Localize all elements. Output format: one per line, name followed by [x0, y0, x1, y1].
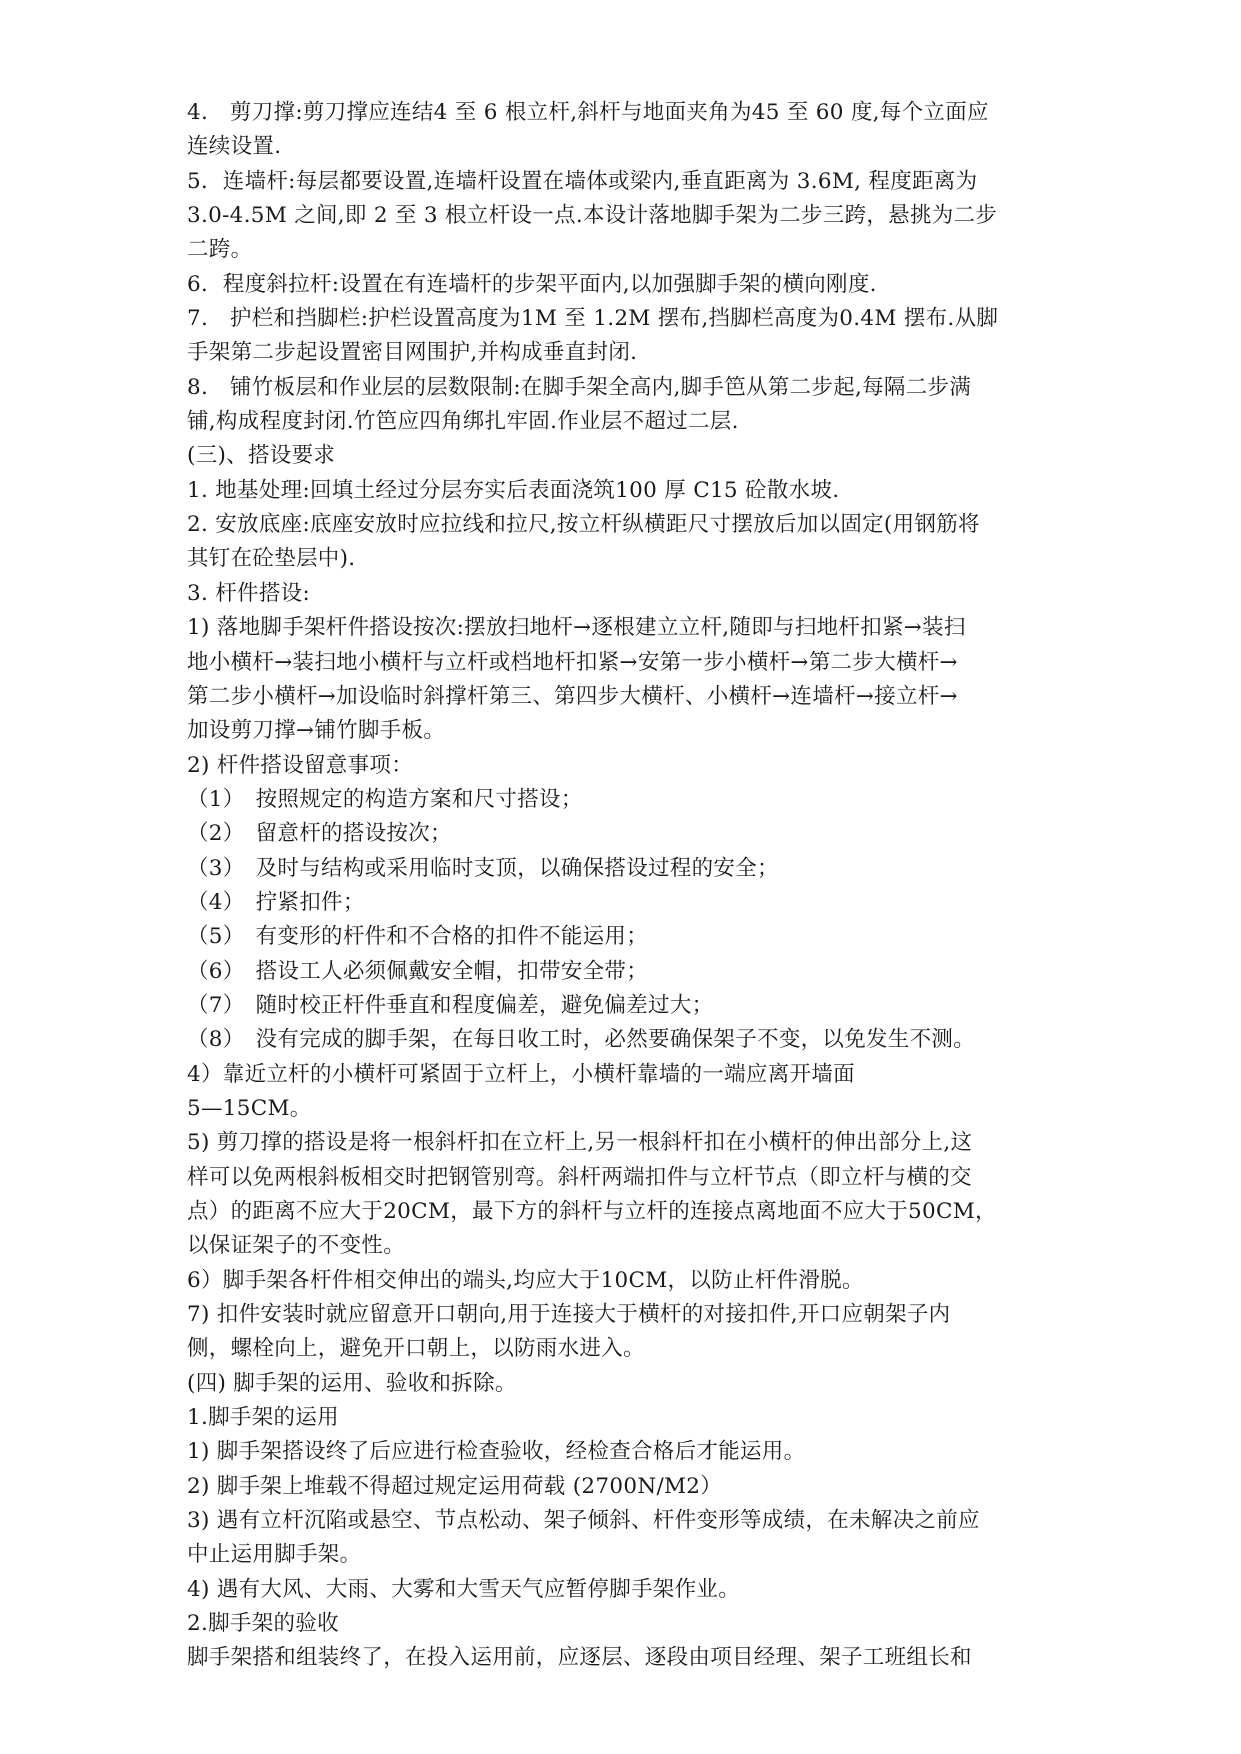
text-line: 第二步小横杆→加设临时斜撑杆第三、第四步大横杆、小横杆→连墙杆→接立杆→ [187, 683, 958, 709]
text-line: 1. 地基处理:回填土经过分层夯实后表面浇筑100 厚 C15 砼散水坡. [187, 477, 840, 503]
text-line: 7. 护栏和挡脚栏:护栏设置高度为1M 至 1.2M 摆布,挡脚栏高度为0.4M 摆布.从脚 [187, 306, 999, 332]
list-item: （6） 搭设工人必须佩戴安全帽，扣带安全带； [187, 958, 649, 984]
text-line: 2) 杆件搭设留意事项： [187, 752, 414, 778]
list-item: （8） 没有完成的脚手架，在每日收工时，必然要确保架子不变，以免发生不测。 [187, 1027, 976, 1053]
text-line: 4) 遇有大风、大雨、大雾和大雪天气应暂停脚手架作业。 [187, 1576, 741, 1602]
text-line: 3.0-4.5M 之间,即 2 至 3 根立杆设一点.本设计落地脚手架为二步三跨，悬挑为二步 [187, 203, 998, 229]
text-line: 地小横杆→装扫地小横杆与立杆或档地杆扣紧→安第一步小横杆→第二步大横杆→ [187, 649, 958, 675]
section-heading: (三)、搭设要求 [187, 443, 336, 469]
text-line: 点）的距离不应大于20CM，最下方的斜杆与立杆的连接点离地面不应大于50CM， [187, 1199, 997, 1224]
list-item: （7） 随时校正杆件垂直和程度偏差，避免偏差过大； [187, 992, 714, 1018]
text-line: 连续设置. [187, 134, 282, 160]
text-line: 3) 遇有立杆沉陷或悬空、节点松动、架子倾斜、杆件变形等成绩，在未解决之前应 [187, 1508, 980, 1534]
text-line: 8. 铺竹板层和作业层的层数限制:在脚手架全高内,脚手笆从第二步起,每隔二步满 [187, 374, 972, 400]
text-line: 7) 扣件安装时就应留意开口朝向,用于连接大于横杆的对接扣件,开口应朝架子内 [187, 1302, 951, 1328]
list-item: （1） 按照规定的构造方案和尺寸搭设； [187, 786, 583, 812]
text-line: 3. 杆件搭设: [187, 580, 310, 606]
text-line: 侧，螺栓向上，避免开口朝上，以防雨水进入。 [187, 1336, 645, 1362]
text-line: 中止运用脚手架。 [187, 1542, 362, 1568]
document-body [187, 96, 1087, 1676]
text-line: 手架第二步起设置密目网围护,并构成垂直封闭. [187, 340, 638, 366]
list-item: （5） 有变形的杆件和不合格的扣件不能运用； [187, 924, 649, 950]
text-line: 6．程度斜拉杆:设置在有连墙杆的步架平面内,以加强脚手架的横向刚度. [187, 271, 877, 297]
section-heading: (四) 脚手架的运用、验收和拆除。 [187, 1370, 517, 1396]
text-line: 2) 脚手架上堆载不得超过规定运用荷载 (2700N/M2） [187, 1473, 723, 1499]
text-line: 以保证架子的不变性。 [187, 1233, 406, 1259]
text-line: 样可以免两根斜板相交时把钢管别弯。斜杆两端扣件与立杆节点（即立杆与横的交 [187, 1164, 972, 1190]
text-line: 5—15CM。 [187, 1095, 312, 1121]
text-line: 二跨。 [187, 237, 253, 263]
text-line: 4. 剪刀撑:剪刀撑应连结4 至 6 根立杆,斜杆与地面夹角为45 至 60 度,每个立面应 [187, 100, 989, 125]
text-line: 4）靠近立杆的小横杆可紧固于立杆上，小横杆靠墙的一端应离开墙面 [187, 1061, 855, 1087]
text-line: 5) 剪刀撑的搭设是将一根斜杆扣在立杆上,另一根斜杆扣在小横杆的伸出部分上,这 [187, 1130, 973, 1156]
text-line: 1) 落地脚手架杆件搭设按次:摆放扫地杆→逐根建立立杆,随即与扫地杆扣紧→装扫 [187, 615, 966, 641]
text-line: 6）脚手架各杆件相交伸出的端头,均应大于10CM，以防止杆件滑脱。 [187, 1267, 864, 1293]
list-item: （3） 及时与结构或采用临时支顶，以确保搭设过程的安全； [187, 855, 779, 881]
subsection-heading: 2.脚手架的验收 [187, 1611, 339, 1637]
text-line: 加设剪刀撑→铺竹脚手板。 [187, 718, 446, 744]
list-item: （2） 留意杆的搭设按次； [187, 821, 452, 847]
list-item: （4） 拧紧扣件； [187, 889, 365, 915]
text-line: 5．连墙杆:每层都要设置,连墙杆设置在墙体或梁内,垂直距离为 3.6M, 程度距离为 [187, 168, 978, 194]
text-line: 其钉在砼垫层中). [187, 546, 356, 572]
subsection-heading: 1.脚手架的运用 [187, 1405, 339, 1431]
text-line: 铺,构成程度封闭.竹笆应四角绑扎牢固.作业层不超过二层. [187, 409, 739, 435]
text-line: 脚手架搭和组装终了，在投入运用前，应逐层、逐段由项目经理、架子工班组长和 [187, 1645, 972, 1671]
text-line: 2. 安放底座:底座安放时应拉线和拉尺,按立杆纵横距尺寸摆放后加以固定(用钢筋将 [187, 512, 980, 538]
text-line: 1) 脚手架搭设终了后应进行检查验收，经检查合格后才能运用。 [187, 1439, 806, 1465]
